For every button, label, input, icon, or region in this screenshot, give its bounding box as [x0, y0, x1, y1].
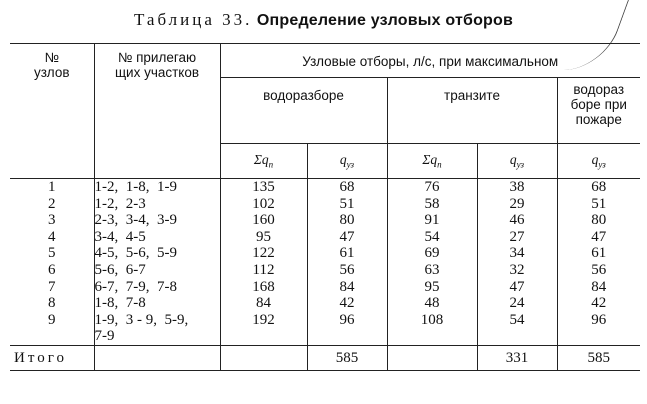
subheader-draw: водоразборе [220, 78, 387, 144]
table-cell: 42 [339, 295, 355, 312]
q3-column [557, 179, 640, 346]
table-cell: 1-2, 2-3 [94, 195, 146, 212]
table-cell: 122 [252, 245, 275, 262]
col-adjacent-header: № прилегаю щих участков [94, 44, 220, 179]
table-cell: 58 [424, 195, 440, 212]
table-cell: 47 [591, 228, 607, 245]
table-cell: 38 [509, 179, 525, 195]
total-q1: 585 [307, 345, 387, 370]
table-cell: 27 [509, 228, 525, 245]
node-column [10, 179, 94, 346]
table-cell: 34 [509, 245, 525, 262]
sum2-column [387, 179, 477, 346]
sym-sum-1: $\Sigma q_п$ [220, 144, 307, 179]
table-cell: 4-5, 5-6, 5-9 [94, 245, 177, 262]
table-cell: 63 [424, 261, 440, 278]
table-cell: 3 [48, 212, 56, 229]
table-cell: 6-7, 7-9, 7-8 [94, 278, 177, 295]
table-cell: 51 [591, 195, 607, 212]
table-cell: 5 [48, 245, 56, 262]
table-cell: 95 [256, 228, 271, 245]
table-cell: 80 [339, 212, 355, 229]
table-cell: 47 [339, 228, 355, 245]
table-cell: 91 [424, 212, 440, 229]
table-cell: 7 [48, 278, 56, 295]
table-cell: 1-9, 3 - 9, 5-9, [94, 311, 189, 328]
table-cell: 84 [591, 278, 607, 295]
table-cell: 102 [252, 195, 275, 212]
table-cell: 9 [48, 311, 56, 328]
table-cell: 69 [424, 245, 440, 262]
table-label: Таблица 33. [133, 10, 253, 29]
table-cell: 96 [339, 311, 355, 328]
q2-column [477, 179, 557, 346]
table-caption [0, 10, 647, 30]
table-cell: 24 [509, 295, 525, 312]
table-cell: 84 [256, 295, 271, 312]
table-cell: 135 [252, 179, 275, 195]
table-cell: 2 [48, 195, 56, 212]
table-cell: 6 [48, 261, 56, 278]
table-cell: 54 [424, 228, 440, 245]
total-q2: 331 [477, 345, 557, 370]
table-cell: 56 [339, 261, 355, 278]
table-cell: 76 [424, 179, 440, 195]
table-cell: 51 [339, 195, 355, 212]
table-title: Определение узловых отборов [256, 12, 514, 29]
sym-q-1: $q_{уз}$ [307, 144, 387, 179]
table-cell: 108 [420, 311, 444, 328]
table-cell: 42 [591, 295, 607, 312]
sym-sum-2: $\Sigma q_п$ [387, 144, 477, 179]
table-cell: 54 [509, 311, 525, 328]
table-cell: 112 [252, 261, 275, 278]
table-cell: 32 [509, 261, 525, 278]
table-cell: 56 [591, 261, 607, 278]
table-cell: 80 [591, 212, 607, 229]
body-row [10, 179, 640, 346]
table-cell: 7-9 [94, 328, 115, 345]
table-cell: 160 [252, 212, 275, 229]
table-cell: 48 [424, 295, 440, 312]
table-cell: 68 [339, 179, 355, 195]
table-cell: 3-4, 4-5 [94, 228, 146, 245]
subheader-fire: водораз боре при пожаре [557, 78, 640, 144]
table-cell: 1-2, 1-8, 1-9 [94, 179, 177, 195]
table-cell: 61 [591, 245, 607, 262]
q1-column [307, 179, 387, 346]
table-cell: 2-3, 3-4, 3-9 [94, 212, 177, 229]
sym-q-2: $q_{уз}$ [477, 144, 557, 179]
table-cell: 61 [339, 245, 355, 262]
sum1-column [220, 179, 307, 346]
table-cell: 29 [509, 195, 525, 212]
table-cell: 1 [48, 179, 56, 195]
table-cell: 46 [509, 212, 525, 229]
totals-row [10, 345, 640, 370]
table-cell: 192 [252, 311, 275, 328]
group-header: Узловые отборы, л/с, при максимальном [220, 44, 640, 78]
sym-q-3: $q_{уз}$ [557, 144, 640, 179]
table-cell: 47 [509, 278, 525, 295]
table-cell: 4 [48, 228, 56, 245]
table-cell: 8 [48, 295, 56, 312]
table-cell: 68 [591, 179, 607, 195]
nodal-flow-table [10, 43, 640, 371]
totals-label: Итого [10, 345, 94, 370]
table-cell: 95 [424, 278, 440, 295]
table-cell: 5-6, 6-7 [94, 261, 146, 278]
total-q3: 585 [557, 345, 640, 370]
col-node-header: № узлов [10, 44, 94, 179]
table-cell: 84 [339, 278, 355, 295]
table-cell: 96 [591, 311, 607, 328]
table-cell: 1-8, 7-8 [94, 295, 146, 312]
adjacent-column [94, 179, 220, 346]
table-cell: 168 [252, 278, 275, 295]
subheader-transit: транзите [387, 78, 557, 144]
